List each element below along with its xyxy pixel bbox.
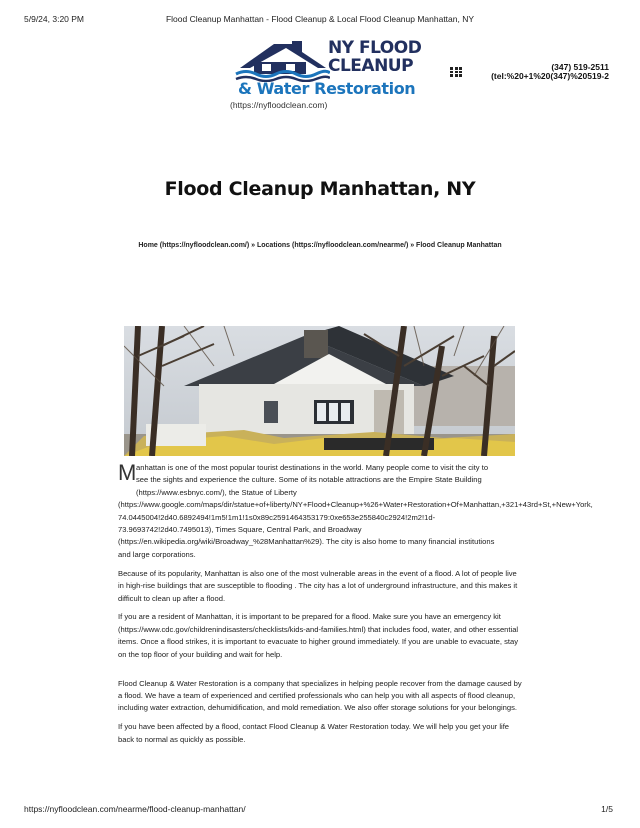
link-empire-state[interactable]: (https://www.esbnyc.com/), the Statue of Liberty [136,487,297,497]
logo-text-water-restoration: & Water Restoration [238,79,416,98]
article-body [118,460,593,753]
link-statue-of-liberty[interactable]: (https://www.google.com/maps/dir/statue+of+liberty/NY+Flood+Cleanup+%26+Water+Restoration+Of+Manhattan,+321+43rd+St,+New+York, [118,500,593,510]
intro-paragraph: M anhattan is one of the most popular tourist destinations in the world. Many people come to visit the city to see the sights and experience the culture. Some of its notable attractions are the Empire State Building (https://www.esbnyc.com/), the Statue of Liberty (https://www.google.com/maps/dir/statue+of+liberty/NY+Flood+Cleanup+%26+Water+Restoration+Of+Manhattan,+321+43rd+St,+New+York, 74.0445004!2d40.6892494!1m5!1m1!1s0x89c2591464353179:0xe653e255840c2924!2m2!1d- 73.9693742!2d40.7495013), Times Square, Central Park, and Broadway (https://en.wikipedia.org/wiki/Broadway_%28Manhattan%29). The city is also home to many financial institutions and large corporations. [118,460,593,559]
paragraph-company: Flood Cleanup & Water Restoration is a company that specializes in helping people recover from the damage caused by a flood. We have a team of experienced and certified professionals who can help you with all aspects of flood cleanup, including water extraction, dehumidification, and mold remediation. We also offer storage solutions for your belongings. [118,678,522,713]
house-flood-logo-icon [234,38,330,82]
phone-number: (347) 519-2511 [551,62,609,72]
hero-image-flooded-house [124,326,515,456]
page-title: Flood Cleanup Manhattan, NY [164,178,476,200]
paragraph-preparedness: If you are a resident of Manhattan, it is important to be prepared for a flood. Make sure you have an emergency kit (https://www.cdc.gov/childrenindisasters/checklists/kids-and-families.html) that includes food, water, and other essential items. Once a flood strikes, it is important to evacuate to higher ground immediately. If you are unable to evacuate, stay on the top floor of your building and wait for help. [118,612,519,659]
print-title: Flood Cleanup Manhattan - Flood Cleanup & Local Flood Cleanup Manhattan, NY [165,14,475,24]
paragraph-vulnerability: Because of its popularity, Manhattan is also one of the most vulnerable areas in the event of a flood. A lot of people live in high-rise buildings that are susceptible to flooding . The city has a lot of underground infrastructure, and this makes it difficult to clean up after a flood. [118,568,518,603]
breadcrumb[interactable]: Home (https://nyfloodclean.com/) » Locations (https://nyfloodclean.com/nearme/) » Flood Cleanup Manhattan [138,242,502,249]
logo-link-url[interactable]: (https://nyfloodclean.com) [230,100,328,110]
print-url: https://nyfloodclean.com/nearme/flood-cleanup-manhattan/ [24,804,246,814]
print-page-number: 1/5 [601,804,613,814]
menu-grid-icon[interactable] [450,67,462,77]
paragraph-contact: If you have been affected by a flood, contact Flood Cleanup & Water Restoration today. We will help you get your life back to normal as quickly as possible. [118,722,510,744]
site-logo[interactable] [234,36,422,100]
phone-link[interactable] [491,63,609,81]
logo-text-cleanup: CLEANUP [328,56,414,76]
link-broadway[interactable]: (https://en.wikipedia.org/wiki/Broadway_%28Manhattan%29). The city is also home to many financial institutions [118,537,495,547]
dropcap-letter: M [118,460,137,485]
print-datetime: 5/9/24, 3:20 PM [24,14,85,24]
phone-tel-url: (tel:%20+1%20(347)%20519-2 [491,71,609,81]
logo-text-ny-flood: NY FLOOD [328,38,422,58]
